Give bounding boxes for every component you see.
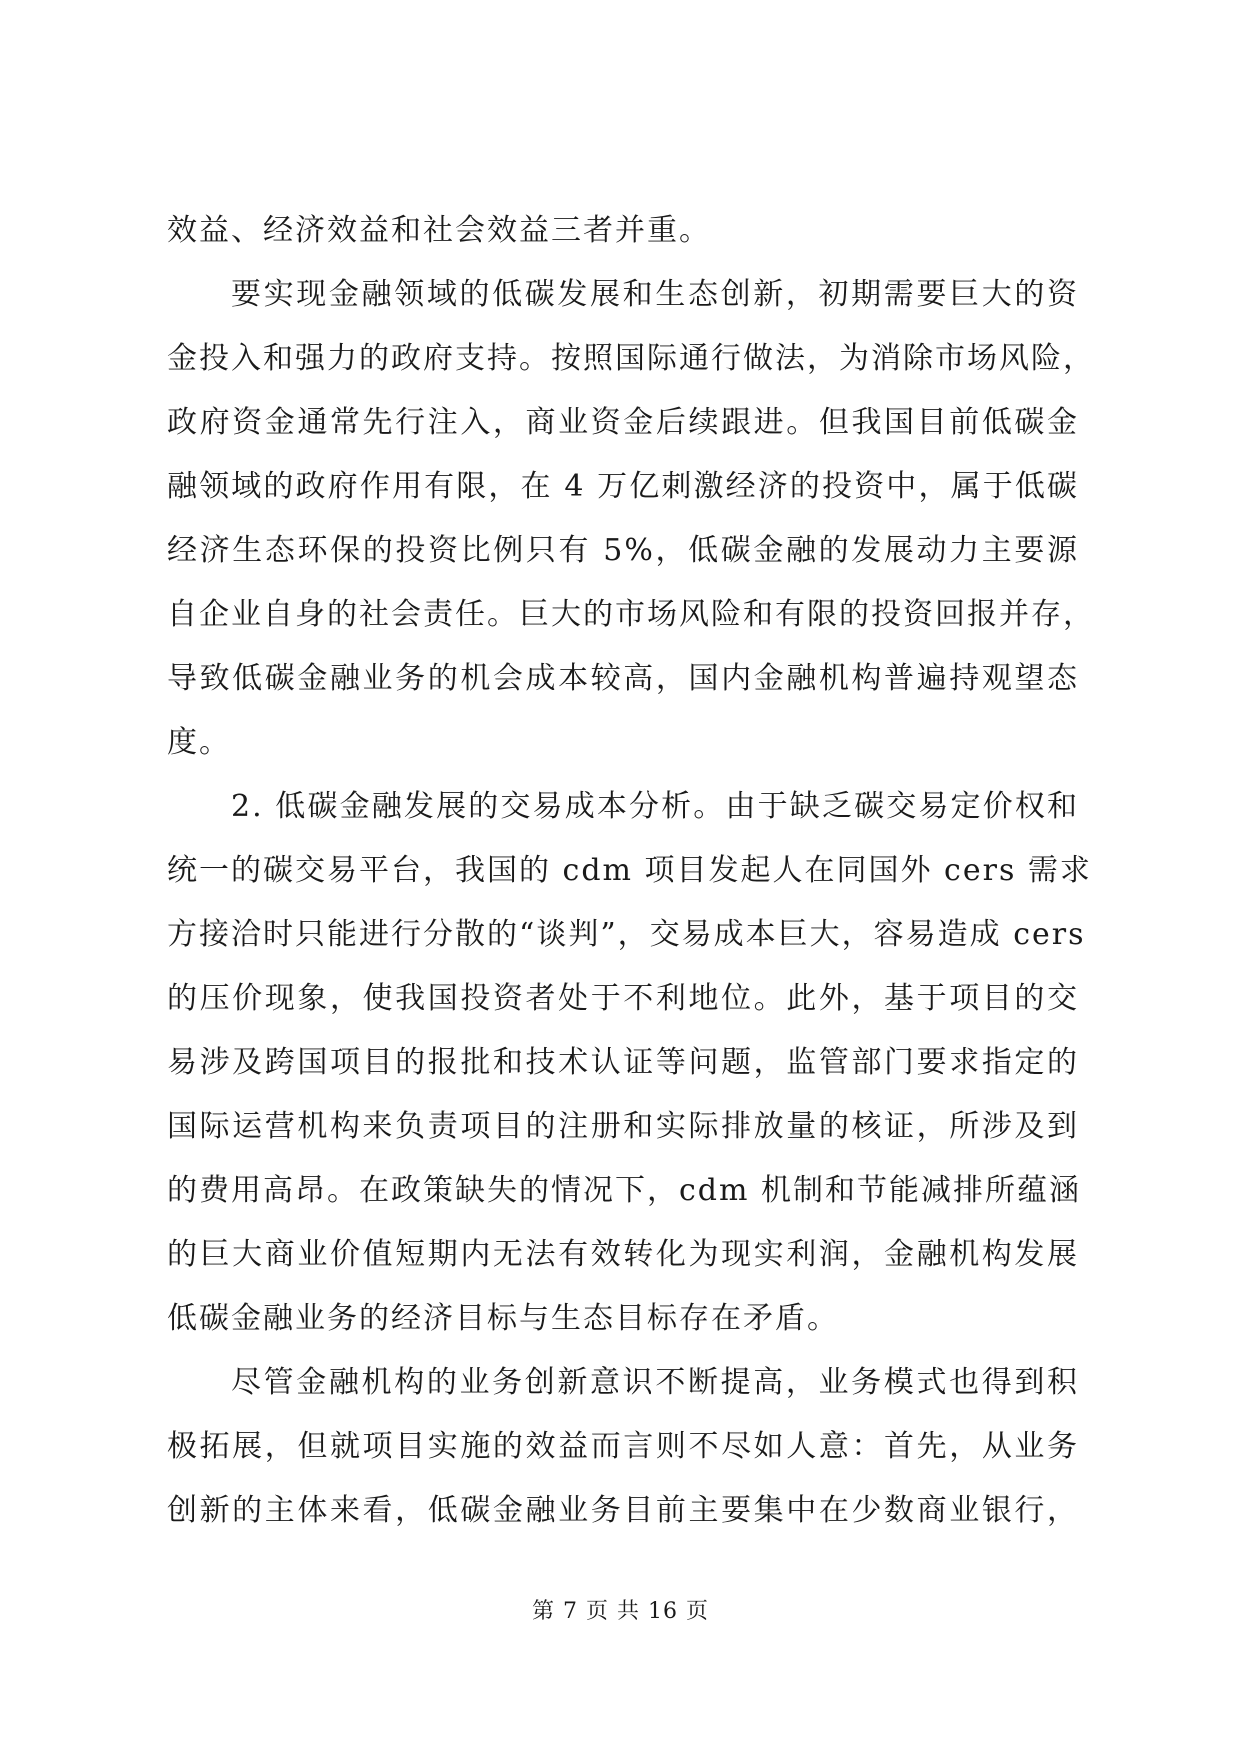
text-line: 自企业自身的社会责任。巨大的市场风险和有限的投资回报并存， <box>167 597 1095 632</box>
text-line: 的巨大商业价值短期内无法有效转化为现实利润，金融机构发展 <box>167 1237 1079 1272</box>
text-line: 方接洽时只能进行分散的“谈判”，交易成本巨大，容易造成 cers <box>167 917 1086 952</box>
text-line: 融领域的政府作用有限，在 4 万亿刺激经济的投资中，属于低碳 <box>167 469 1079 504</box>
text-line: 极拓展，但就项目实施的效益而言则不尽如人意：首先，从业务 <box>167 1429 1079 1464</box>
text-line: 易涉及跨国项目的报批和技术认证等问题，监管部门要求指定的 <box>167 1045 1079 1080</box>
text-line: 尽管金融机构的业务创新意识不断提高，业务模式也得到积 <box>231 1365 1079 1400</box>
paragraph <box>167 775 1092 1351</box>
text-line: 导致低碳金融业务的机会成本较高，国内金融机构普遍持观望态 <box>167 661 1079 696</box>
text-line: 低碳金融业务的经济目标与生态目标存在矛盾。 <box>167 1301 839 1336</box>
text-line: 统一的碳交易平台，我国的 cdm 项目发起人在同国外 cers 需求 <box>167 853 1092 888</box>
text-line: 效益、经济效益和社会效益三者并重。 <box>167 213 711 248</box>
page-footer <box>0 1598 1241 1626</box>
page-number-label: 第 7 页 共 16 页 <box>532 1599 709 1624</box>
text-line: 政府资金通常先行注入，商业资金后续跟进。但我国目前低碳金 <box>167 405 1079 440</box>
paragraph <box>167 263 1095 775</box>
text-line: 度。 <box>167 725 231 760</box>
paragraph <box>167 1351 1079 1543</box>
text-line: 金投入和强力的政府支持。按照国际通行做法，为消除市场风险， <box>167 341 1095 376</box>
paragraph <box>167 199 1079 263</box>
document-body <box>167 199 1095 1543</box>
text-line: 2. 低碳金融发展的交易成本分析。由于缺乏碳交易定价权和 <box>231 789 1079 824</box>
text-line: 创新的主体来看，低碳金融业务目前主要集中在少数商业银行， <box>167 1493 1079 1528</box>
text-line: 的压价现象，使我国投资者处于不利地位。此外，基于项目的交 <box>167 981 1079 1016</box>
text-line: 的费用高昂。在政策缺失的情况下，cdm 机制和节能减排所蕴涵 <box>167 1173 1081 1208</box>
text-line: 国际运营机构来负责项目的注册和实际排放量的核证，所涉及到 <box>167 1109 1079 1144</box>
text-line: 经济生态环保的投资比例只有 5%，低碳金融的发展动力主要源 <box>167 533 1079 568</box>
text-line: 要实现金融领域的低碳发展和生态创新，初期需要巨大的资 <box>231 277 1079 312</box>
